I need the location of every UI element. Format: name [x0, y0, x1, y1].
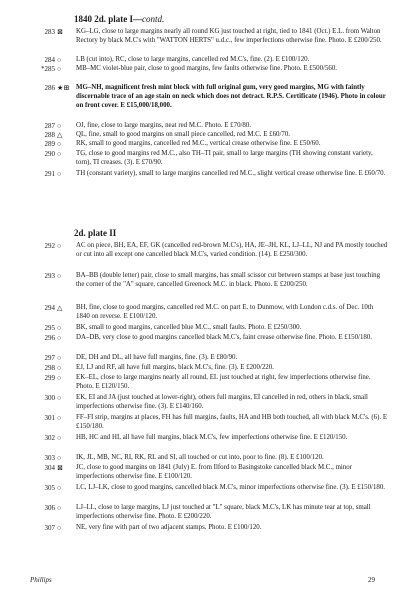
- lot-number: 299: [44, 374, 55, 382]
- lot-number: 296: [44, 334, 55, 342]
- lot-description: LJ–LL, close to large margins, LJ just touched at "L" square, black M.C's, LK has minute tear at top, small imperfections otherwise fine. Photo. E £200/220.: [76, 504, 371, 520]
- lot-number: 305: [44, 484, 55, 492]
- lot-description: EJ, LJ and RF, all have full margins, black M.C's, fine. (3). E £200/220.: [76, 364, 274, 371]
- condition-symbol-icon: ○: [57, 56, 62, 64]
- page-number: 29: [368, 576, 375, 584]
- lot-number: 286: [44, 84, 55, 92]
- lot-description: EK–EL, close to large margins nearly all round, EL just touched at right, few imperfections otherwise fine. Photo. E £120/150.: [76, 374, 371, 390]
- lot-number: 307: [44, 524, 55, 532]
- lot-number: 304: [44, 464, 55, 472]
- lot-description: EK, EI and JA (just touched at lower-right), others full margins, EI cancelled in red, others in black, small imperfections otherwise fine. (3). E £140/160.: [76, 394, 368, 410]
- lot-number: 306: [44, 504, 55, 512]
- lot-number: 301: [44, 414, 55, 422]
- condition-symbol-icon: △: [57, 131, 63, 139]
- condition-symbol-icon: ⊠: [57, 28, 63, 36]
- footer-publisher: Phillips: [30, 576, 52, 584]
- lot-description: BK, small to good margins, cancelled blue M.C., small faults. Photo. E £250/300.: [76, 324, 302, 331]
- lot-number: 294: [44, 304, 55, 312]
- condition-symbol-icon: ○: [57, 484, 62, 492]
- lot-description: TH (constant variety), small to large margins cancelled red M.C., slight vertical crease otherwise fine. E £60/70.: [76, 170, 386, 177]
- condition-symbol-icon: ○: [57, 242, 62, 250]
- lot-number: 283: [44, 28, 55, 36]
- lot-description: MG–NH, magnificent fresh mint block with full original gum, very good margins, MG with faintly discernable trace of an age stain on neck which does not detract. R.P.S. Certificate (1946). Photo in colour on front cover. E £15,000/18,000.: [76, 84, 386, 109]
- section-title: 2d. plate II: [74, 228, 117, 238]
- condition-symbol-icon: ○: [57, 454, 62, 462]
- condition-symbol-icon: ○: [57, 140, 62, 148]
- running-head-contd: contd.: [142, 14, 165, 24]
- lot-number: 288: [44, 131, 55, 139]
- lot-description: DE, DH and DL, all have full margins, fine. (3). E £80/90.: [76, 354, 238, 361]
- lot-description: IK, JL, MB, NC, RI, RK, RL and SI, all touched or cut into, poor to fine. (8). E £100/120.: [76, 454, 324, 461]
- condition-symbol-icon: ○: [57, 150, 62, 158]
- condition-symbol-icon: ○: [57, 334, 62, 342]
- lot-description: BH, fine, close to good margins, cancelled red M.C. on part E. to Dunmow, with London c.d.s. of Dec. 10th 1840 on reverse. E £100/120.: [76, 304, 374, 320]
- condition-symbol-icon: ○: [57, 170, 62, 178]
- lot-description: QL, fine, small to good margins on small piece cancelled, red M.C. E £60/70.: [76, 131, 291, 138]
- running-head-title: 1840 2d. plate I—: [74, 14, 143, 24]
- lot-description: FF–FI strip, margins at places, FH has full margins, faults, HA and HB both touched, all with black M.C's. (6). E £150/180.: [76, 414, 388, 430]
- lot-number: 295: [44, 324, 55, 332]
- condition-symbol-icon: ⊠: [57, 464, 63, 472]
- lot-number: 293: [44, 272, 55, 280]
- condition-symbol-icon: ○: [57, 434, 62, 442]
- lot-description: TG, close to good margins red M.C., also TH–TI pair, small to large margins (TH showing constant variety, torn), TI creases. (3). E £70/90.: [76, 150, 373, 166]
- lot-description: NE, very fine with part of two adjacent stamps. Photo. E £100/120.: [76, 524, 262, 531]
- condition-symbol-icon: ○: [57, 374, 62, 382]
- condition-symbol-icon: ○: [57, 414, 62, 422]
- lot-description: AC on piece, BH, EA, EF, GK (cancelled red-brown M.C's), HA, JE–JH, KL, LJ–LL, NJ and PA mostly touched or cut into all except one cancelled black M.C's, varied condition. (14). E £250/300.: [76, 242, 388, 258]
- condition-symbol-icon: △: [57, 304, 63, 312]
- lot-number: 287: [44, 122, 55, 130]
- condition-symbol-icon: ★⊞: [57, 84, 70, 92]
- condition-symbol-icon: ○: [57, 122, 62, 130]
- condition-symbol-icon: ○: [57, 504, 62, 512]
- running-head: [74, 14, 164, 24]
- lot-description: KG–LG, close to large margins nearly all round KG just touched at right, tied to 1841 (Oct.) E.L. from Walton Rectory by black M.C's with "WATTON HERTS" u.d.c., few imperfections otherwise fine. Photo. E £200/250.: [76, 28, 382, 44]
- lot-number: 284: [44, 56, 55, 64]
- condition-symbol-icon: ○: [57, 65, 62, 73]
- lot-number: 303: [44, 454, 55, 462]
- lot-description: OJ, fine, close to large margins, neat red M.C. Photo. E £70/80.: [76, 122, 252, 129]
- condition-symbol-icon: ○: [57, 324, 62, 332]
- lot-number: 300: [44, 394, 55, 402]
- lot-description: DA–DB, very close to good margins cancelled black M.C's, faint crease otherwise fine. Photo. E £150/180.: [76, 334, 373, 341]
- lot-number: 298: [44, 364, 55, 372]
- lot-description: HB, HC and HI, all have full margins, black M.C's, few imperfections otherwise fine. E £120/150.: [76, 434, 348, 441]
- lot-number: 291: [44, 170, 55, 178]
- condition-symbol-icon: ○: [57, 524, 62, 532]
- condition-symbol-icon: ○: [57, 354, 62, 362]
- lot-number: 302: [44, 434, 55, 442]
- lot-description: BA–BB (double letter) pair, close to small margins, has small scissor cut between stamps at base just touching the corner of the "A" square, cancelled Greenock M.C. in black. Photo. E £200/250.: [76, 272, 381, 288]
- lot-description: JC, close to good margins on 1841 (July) E. from Ilford to Basingstoke cancelled black M.C., minor imperfections otherwise fine. E £100/120.: [76, 464, 353, 480]
- condition-symbol-icon: ○: [57, 394, 62, 402]
- condition-symbol-icon: ○: [57, 272, 62, 280]
- lot-number: 290: [44, 150, 55, 158]
- lot-number: *285: [41, 65, 55, 73]
- condition-symbol-icon: ○: [57, 364, 62, 372]
- lot-description: MB–MC violet-blue pair, close to good margins, few faults otherwise fine. Photo. E £500/560.: [76, 65, 338, 72]
- lot-number: 292: [44, 242, 55, 250]
- lot-number: 289: [44, 140, 55, 148]
- lot-number: 297: [44, 354, 55, 362]
- lot-description: LC, LJ–LK, close to good margins, cancelled black M.C's, minor imperfections otherwise fine. (3). E £150/180.: [76, 484, 386, 491]
- lot-description: RK, small to good margins, cancelled red M.C., vertical crease otherwise fine. E £50/60.: [76, 140, 321, 147]
- lot-description: LB (cut into), RC, close to large margins, cancelled red M.C's, fine. (2). E £100/120.: [76, 56, 310, 63]
